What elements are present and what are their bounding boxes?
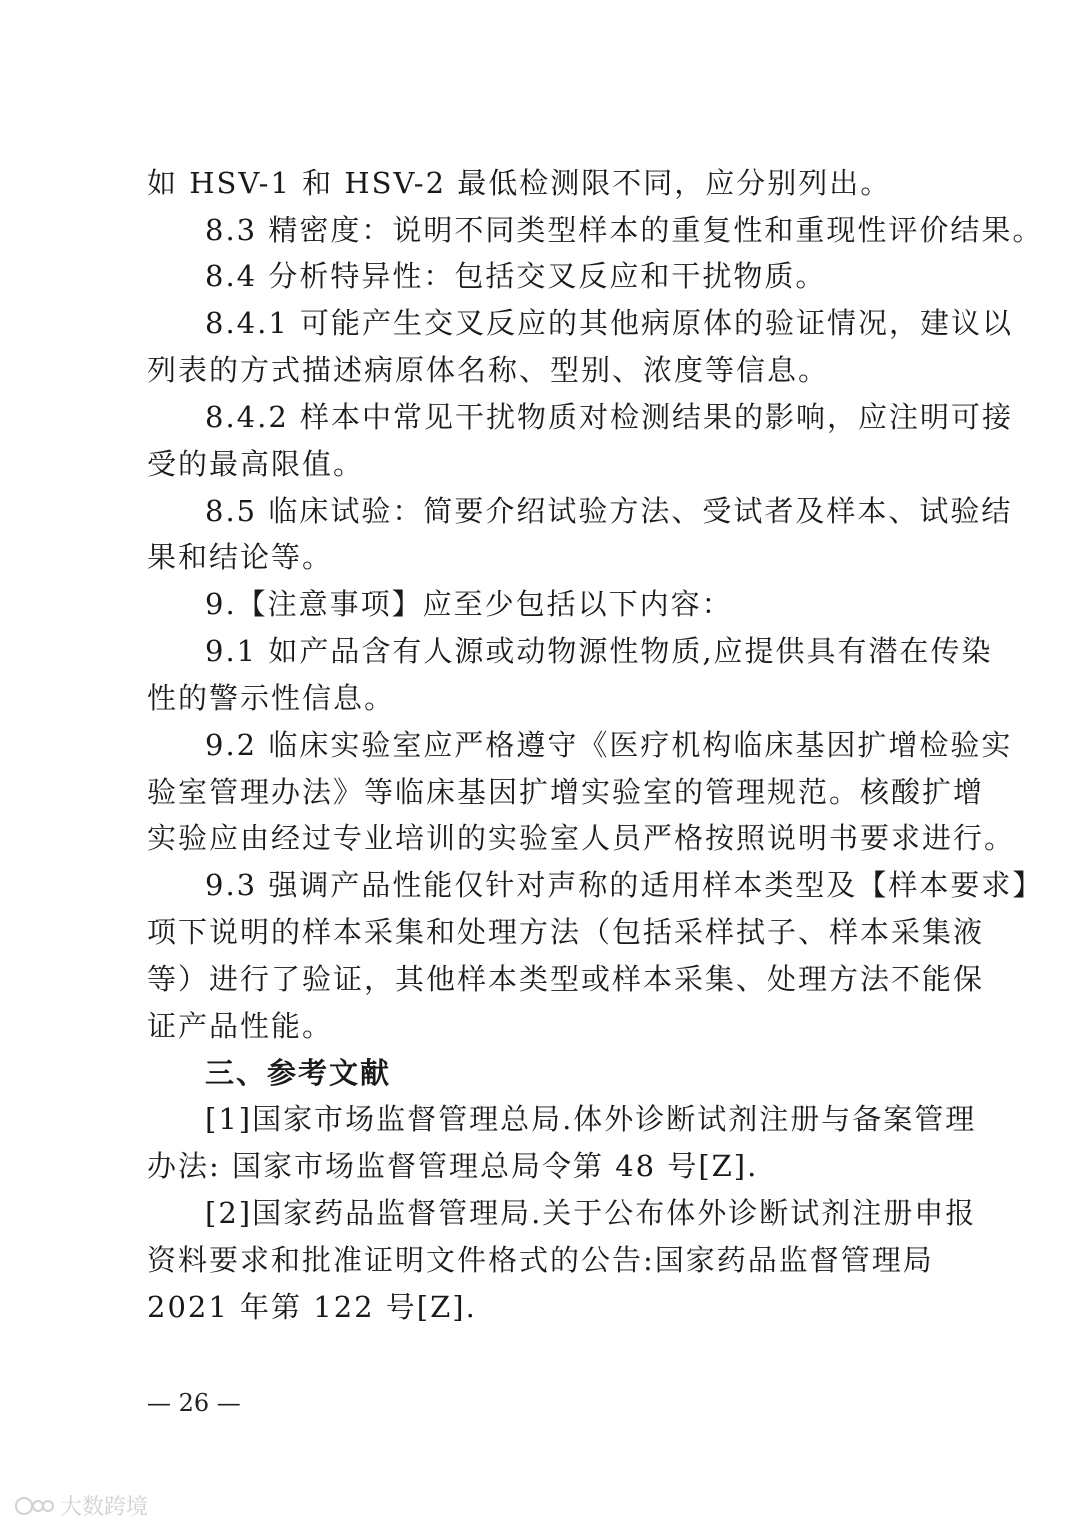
- body-line: 列表的方式描述病原体名称、型别、浓度等信息。: [147, 353, 830, 387]
- reference-line: [1]国家市场监督管理总局.体外诊断试剂注册与备案管理: [205, 1102, 977, 1136]
- body-line: 8.4.1 可能产生交叉反应的其他病原体的验证情况，建议以: [205, 306, 1014, 340]
- body-line: 如 HSV-1 和 HSV-2 最低检测限不同，应分别列出。: [147, 166, 892, 200]
- body-line: 9.2 临床实验室应严格遵守《医疗机构临床基因扩增检验实: [205, 728, 1013, 762]
- body-line: 验室管理办法》等临床基因扩增实验室的管理规范。核酸扩增: [147, 775, 985, 809]
- reference-line: 2021 年第 122 号[Z].: [147, 1290, 477, 1324]
- body-line: 项下说明的样本采集和处理方法（包括采样拭子、样本采集液: [147, 915, 985, 949]
- body-line: 8.3 精密度：说明不同类型样本的重复性和重现性评价结果。: [205, 213, 1044, 247]
- page-number: — 26 —: [147, 1389, 241, 1417]
- watermark-text: 大数跨境: [60, 1495, 149, 1520]
- reference-line: 办法: 国家市场监督管理总局令第 48 号[Z].: [147, 1149, 759, 1183]
- body-line: 9.3 强调产品性能仅针对声称的适用样本类型及【样本要求】: [205, 868, 1044, 902]
- body-line: 果和结论等。: [147, 540, 334, 574]
- body-line: 受的最高限值。: [147, 447, 365, 481]
- body-line: 等）进行了验证，其他样本类型或样本采集、处理方法不能保: [147, 962, 985, 996]
- watermark: [14, 1490, 148, 1521]
- body-line: 实验应由经过专业培训的实验室人员严格按照说明书要求进行。: [147, 821, 1016, 855]
- chat-bubble-logo-icon: [14, 1495, 54, 1517]
- body-line: 性的警示性信息。: [147, 681, 396, 715]
- reference-line: [2]国家药品监督管理局.关于公布体外诊断试剂注册申报: [205, 1196, 977, 1230]
- body-line: 8.4.2 样本中常见干扰物质对检测结果的影响，应注明可接: [205, 400, 1014, 434]
- body-line: 9.1 如产品含有人源或动物源性物质,应提供具有潜在传染: [205, 634, 993, 668]
- body-line: 8.5 临床试验：简要介绍试验方法、受试者及样本、试验结: [205, 494, 1013, 528]
- body-line: 8.4 分析特异性：包括交叉反应和干扰物质。: [205, 259, 827, 293]
- body-line: 证产品性能。: [147, 1009, 334, 1043]
- section-heading: 三、参考文献: [205, 1056, 392, 1090]
- body-line: 9.【注意事项】应至少包括以下内容：: [205, 587, 733, 621]
- reference-line: 资料要求和批准证明文件格式的公告:国家药品监督管理局: [147, 1243, 934, 1277]
